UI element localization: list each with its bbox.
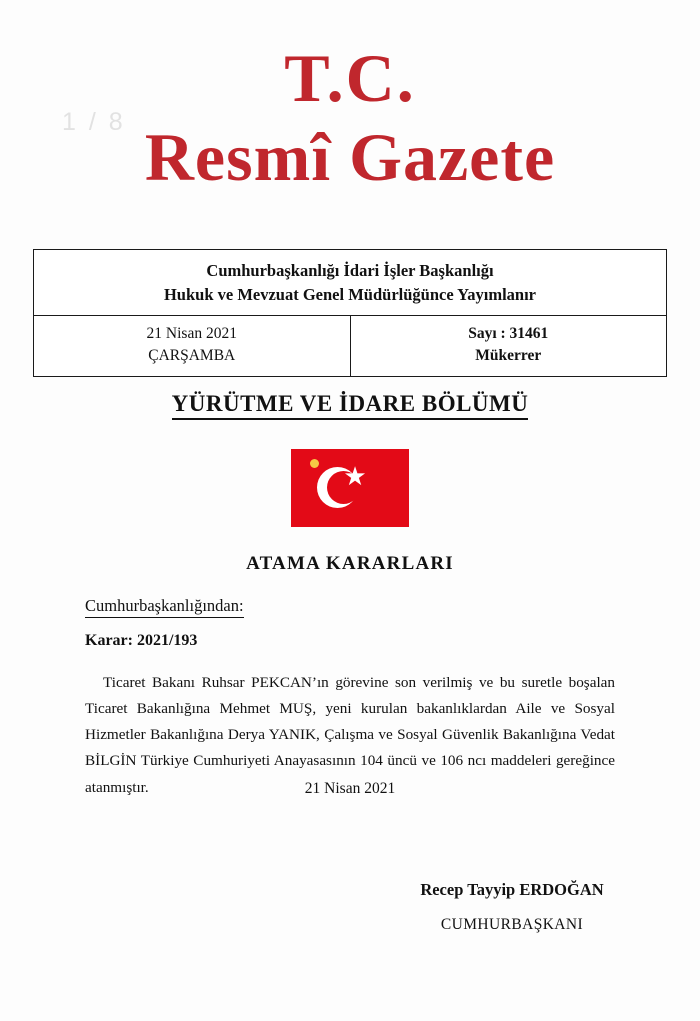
issue-date-cell: [34, 316, 351, 376]
decision-issuer: Cumhurbaşkanlığından:: [85, 596, 244, 618]
decision-date: 21 Nisan 2021: [304, 780, 396, 797]
issue-number: Sayı : 31461: [468, 324, 549, 342]
flag-container: [0, 449, 700, 527]
publisher-line-2: Hukuk ve Mevzuat Genel Müdürlüğünce Yayımlanır: [163, 284, 537, 304]
decision-title: ATAMA KARARLARI: [246, 553, 454, 574]
issue-note: Mükerrer: [475, 346, 542, 364]
issue-row: [34, 316, 666, 376]
decision-number: Karar: 2021/193: [85, 632, 198, 649]
masthead-line-tc: T.C.: [284, 40, 416, 116]
section-heading-text: YÜRÜTME VE İDARE BÖLÜMÜ: [172, 391, 529, 420]
page-number-watermark: 1 / 8: [62, 108, 126, 136]
section-heading: [0, 391, 700, 417]
masthead-line-resmi-gazete: Resmî Gazete: [144, 119, 556, 195]
issue-date: 21 Nisan 2021: [146, 324, 237, 342]
publisher-line-1: Cumhurbaşkanlığı İdari İşler Başkanlığı: [206, 261, 494, 280]
signature-title: CUMHURBAŞKANI: [440, 916, 584, 933]
signature-block: [382, 880, 642, 934]
masthead: [0, 0, 700, 196]
flag-sun-dot: [310, 459, 319, 468]
issue-number-cell: [351, 316, 667, 376]
decision-body-block: [85, 596, 615, 801]
signature-name: Recep Tayyip ERDOĞAN: [420, 880, 604, 899]
turkish-flag-icon: [291, 449, 409, 527]
issue-weekday: ÇARŞAMBA: [148, 346, 236, 364]
decision-paragraph: Ticaret Bakanı Ruhsar PEKCAN’ın görevine son verilmiş ve bu suretle boşalan Ticaret Bakanlığına Mehmet MUŞ, yeni kurulan bakanlıklardan Aile ve Sosyal Hizmetler Bakanlığına Derya YANIK, Çalışma ve Sosyal Güvenlik Bakanlığına Vedat BİLGİN Türkiye Cumhuriyeti Anayasasının 104 üncü ve 106 ncı maddeleri gereğince atanmıştır.: [85, 674, 615, 796]
publication-info-box: [33, 249, 667, 377]
publisher-block: [34, 250, 666, 316]
